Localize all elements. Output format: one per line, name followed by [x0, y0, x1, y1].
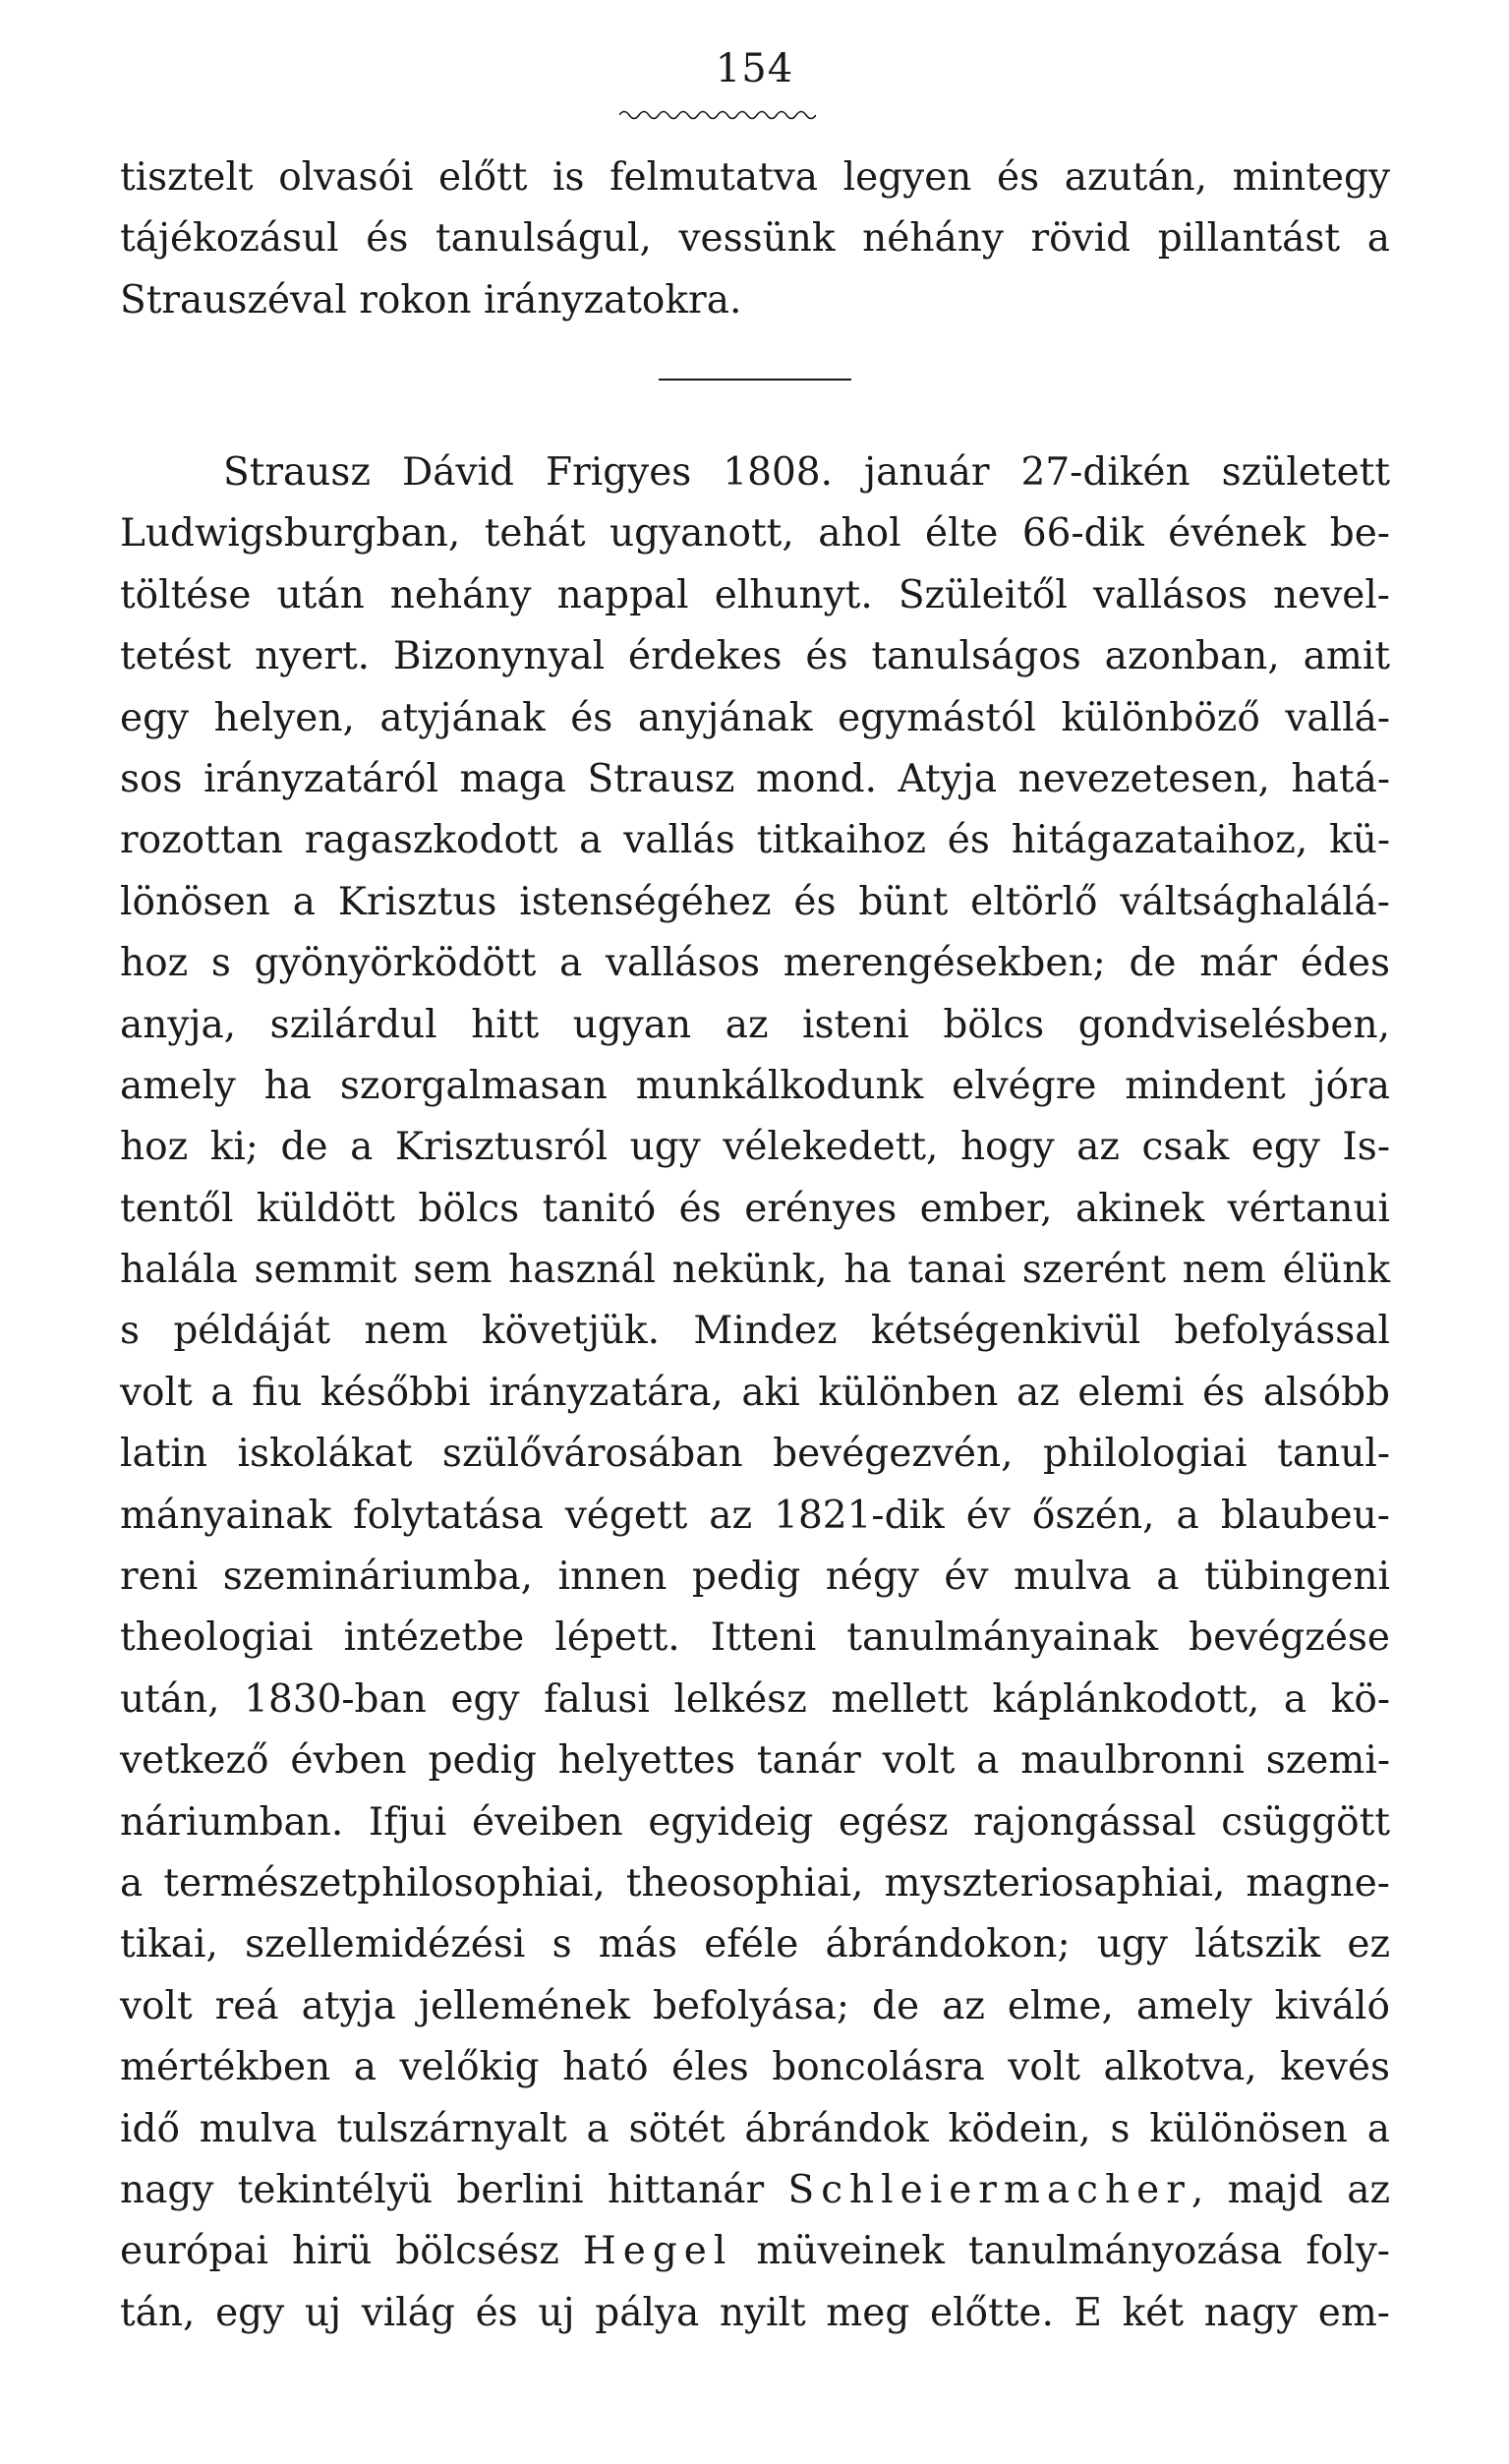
- text-line: hoz s gyönyörködött a vallásos merengésekben; de már édes: [120, 941, 1390, 986]
- text-line: tentől küldött bölcs tanitó és erényes ember, akinek vértanui: [120, 1186, 1390, 1231]
- section-divider: [659, 379, 851, 381]
- text-line: idő mulva tulszárnyalt a sötét ábrándok ködein, s különösen a: [120, 2106, 1390, 2151]
- text-line: egy helyen, atyjának és anyjának egymástól különböző vallá-: [120, 695, 1390, 740]
- text-line: s példáját nem követjük. Mindez kétségenkivül befolyással: [120, 1309, 1390, 1354]
- text-line: tán, egy uj világ és uj pálya nyilt meg előtte. E két nagy em-: [120, 2290, 1390, 2335]
- text-line: halála semmit sem használ nekünk, ha tanai szerént nem élünk: [120, 1248, 1390, 1293]
- main-paragraph: [120, 442, 1390, 2344]
- text-line: mányainak folytatása végett az 1821-dik év őszén, a blaubeu-: [120, 1493, 1390, 1538]
- text-line: anyja, szilárdul hitt ugyan az isteni bölcs gondviselésben,: [120, 1002, 1390, 1047]
- text-line: vetkező évben pedig helyettes tanár volt a maulbronni szemi-: [120, 1738, 1390, 1784]
- text-line: mértékben a velőkig ható éles boncolásra volt alkotva, kevés: [120, 2045, 1390, 2090]
- text-line: amely ha szorgalmasan munkálkodunk elvégre mindent jóra: [120, 1063, 1390, 1108]
- text-line: Strausz Dávid Frigyes 1808. január 27-dikén született: [223, 450, 1390, 495]
- text-segment: európai hirü bölcsész: [120, 2229, 583, 2274]
- wavy-ornament: [619, 108, 816, 122]
- page-number: 154: [715, 46, 794, 91]
- text-line: töltése után nehány nappal elhunyt. Szüleitől vallásos nevel-: [120, 572, 1390, 617]
- text-line: után, 1830-ban egy falusi lelkész mellett káplánkodott, a kö-: [120, 1676, 1390, 1722]
- text-line: [120, 2160, 1390, 2221]
- text-line: náriumban. Ifjui éveiben egyideig egész rajongással csüggött: [120, 1799, 1390, 1845]
- text-line: tájékozásul és tanulságul, vessünk néhány rövid pillantást a: [120, 216, 1390, 262]
- text-line: theologiai intézetbe lépett. Itteni tanulmányainak bevégzése: [120, 1615, 1390, 1661]
- text-line: tisztelt olvasói előtt is felmutatva legyen és azután, mintegy: [120, 155, 1390, 200]
- text-segment: , majd az: [1190, 2167, 1391, 2212]
- text-line: latin iskolákat szülővárosában bevégezvén, philologiai tanul-: [120, 1432, 1390, 1477]
- text-segment: müveinek tanulmányozása foly-: [732, 2229, 1390, 2274]
- text-line: tikai, szellemidézési s más eféle ábrándokon; ugy látszik ez: [120, 1922, 1390, 1967]
- text-line: hoz ki; de a Krisztusról ugy vélekedett, hogy az csak egy Is-: [120, 1125, 1390, 1170]
- text-line: volt a fiu későbbi irányzatára, aki különben az elemi és alsóbb: [120, 1370, 1390, 1415]
- text-line: volt reá atyja jellemének befolyása; de az elme, amely kiváló: [120, 1983, 1390, 2028]
- text-line: sos irányzatáról maga Strausz mond. Atyja nevezetesen, hatá-: [120, 756, 1390, 801]
- text-line: [120, 2221, 1390, 2282]
- text-line: Strauszéval rokon irányzatokra.: [120, 277, 742, 323]
- text-line: Ludwigsburgban, tehát ugyanott, ahol élte 66-dik évének be-: [120, 511, 1390, 557]
- text-line: a természetphilosophiai, theosophiai, myszteriosaphiai, magne-: [120, 1860, 1390, 1906]
- text-line: reni szemináriumba, innen pedig négy év mulva a tübingeni: [120, 1555, 1390, 1600]
- text-line: rozottan ragaszkodott a vallás titkaihoz és hitágazataihoz, kü-: [120, 818, 1390, 863]
- person-name-hegel: Hegel: [582, 2229, 733, 2274]
- text-line: tetést nyert. Bizonynyal érdekes és tanulságos azonban, amit: [120, 634, 1390, 679]
- text-segment: nagy tekintélyü berlini hittanár: [120, 2167, 788, 2212]
- person-name-schleiermacher: Schleiermacher: [787, 2167, 1191, 2212]
- text-line: lönösen a Krisztus istenségéhez és bünt eltörlő váltsághalálá-: [120, 879, 1390, 924]
- intro-paragraph: [120, 147, 1390, 331]
